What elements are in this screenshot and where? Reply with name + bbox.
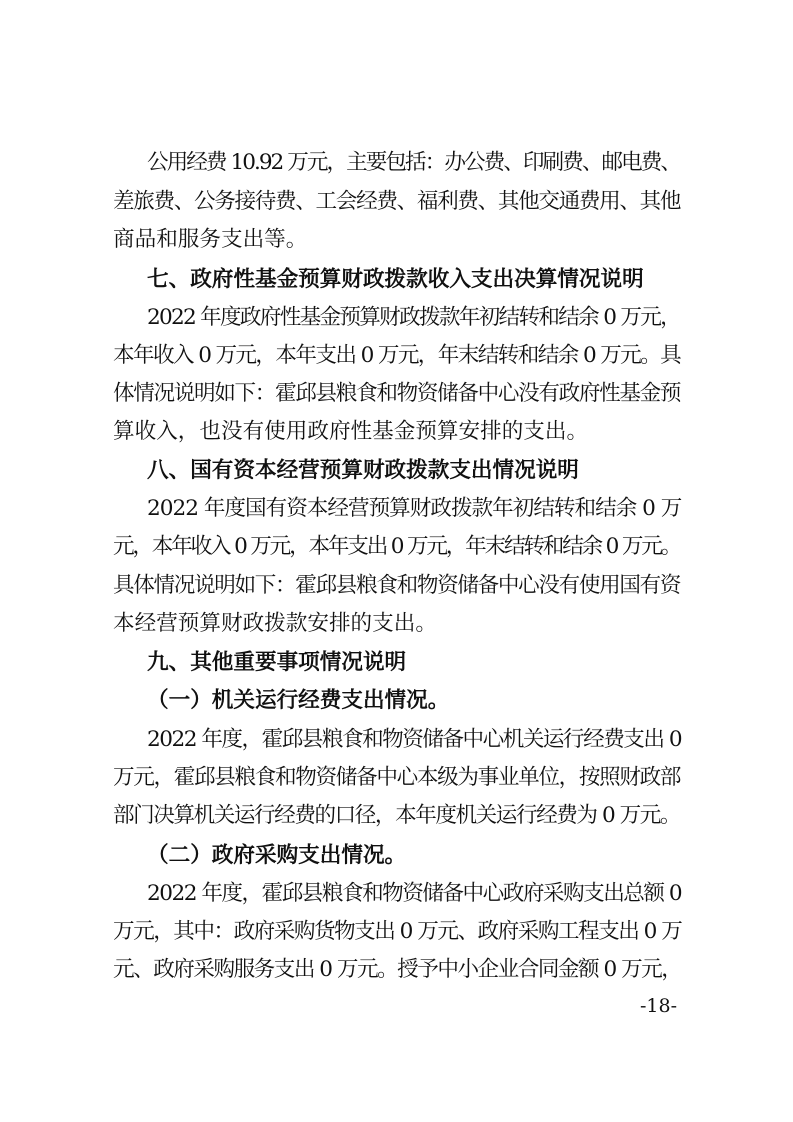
text-line: 万元，其中：政府采购货物支出 0 万元、政府采购工程支出 0 万 bbox=[113, 919, 682, 944]
text-line: 差旅费、公务接待费、工会经费、福利费、其他交通费用、其他 bbox=[113, 189, 680, 214]
text-line: 算收入，也没有使用政府性基金预算安排的支出。 bbox=[113, 419, 589, 444]
text-line: 万元，霍邱县粮食和物资储备中心本级为事业单位，按照财政部 bbox=[113, 765, 680, 790]
section-heading: （一）机关运行经费支出情况。 bbox=[147, 688, 450, 713]
text-line: 本年收入 0 万元，本年支出 0 万元，年末结转和结余 0 万元。具 bbox=[113, 343, 680, 368]
text-line: 具体情况说明如下：霍邱县粮食和物资储备中心没有使用国有资 bbox=[113, 573, 680, 598]
text-line: 体情况说明如下：霍邱县粮食和物资储备中心没有政府性基金预 bbox=[113, 381, 680, 406]
section-heading: 七、政府性基金预算财政拨款收入支出决算情况说明 bbox=[147, 267, 644, 292]
section-heading: （二）政府采购支出情况。 bbox=[147, 843, 407, 868]
text-line: 2022 年度国有资本经营预算财政拨款年初结转和结余 0 万 bbox=[147, 496, 682, 521]
text-line: 元，本年收入 0 万元，本年支出 0 万元，年末结转和结余 0 万元。 bbox=[113, 534, 680, 559]
text-line: 元、政府采购服务支出 0 万元。授予中小企业合同金额 0 万元， bbox=[113, 957, 682, 982]
text-line: 2022 年度政府性基金预算财政拨款年初结转和结余 0 万元， bbox=[147, 305, 680, 330]
text-line: 部门决算机关运行经费的口径，本年度机关运行经费为 0 万元。 bbox=[113, 803, 680, 828]
text-line: 本经营预算财政拨款安排的支出。 bbox=[113, 611, 437, 636]
text-line: 公用经费 10.92 万元，主要包括：办公费、印刷费、邮电费、 bbox=[147, 150, 680, 175]
text-line: 商品和服务支出等。 bbox=[113, 227, 308, 252]
page-number: -18- bbox=[640, 995, 678, 1017]
section-heading: 九、其他重要事项情况说明 bbox=[147, 650, 407, 675]
text-line: 2022 年度，霍邱县粮食和物资储备中心政府采购支出总额 0 bbox=[147, 881, 682, 906]
text-line: 2022 年度，霍邱县粮食和物资储备中心机关运行经费支出 0 bbox=[147, 727, 682, 752]
section-heading: 八、国有资本经营预算财政拨款支出情况说明 bbox=[147, 458, 579, 483]
